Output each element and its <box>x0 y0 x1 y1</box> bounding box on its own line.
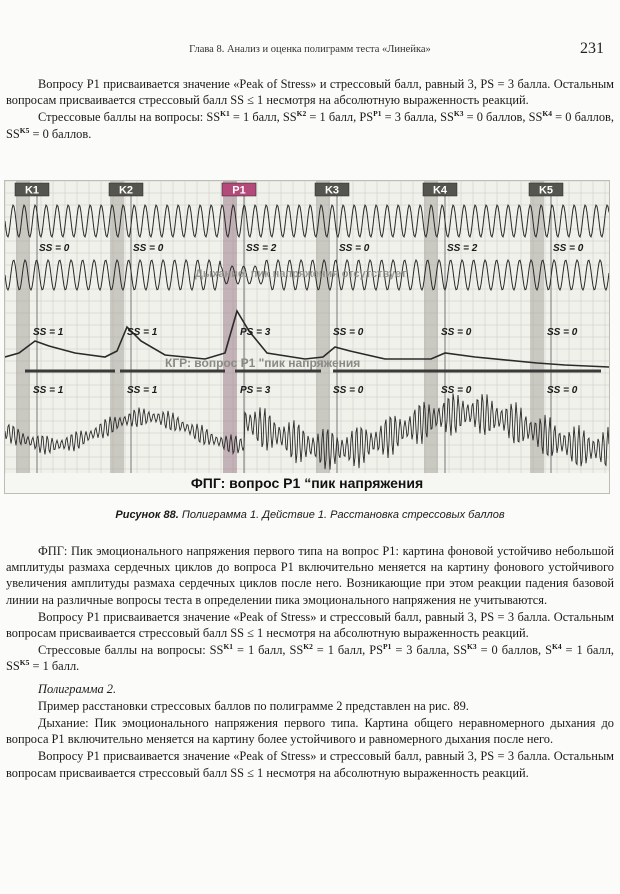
score-question-sup: K5 <box>19 658 30 668</box>
score-question-sup: P1 <box>383 642 392 652</box>
paragraph-stress-scores-1 <box>6 109 614 141</box>
score-question-sup: P1 <box>373 109 382 119</box>
running-head: Глава 8. Анализ и оценка полиграмм теста «Линейка» <box>189 44 431 55</box>
caption-label: Рисунок 88. <box>115 509 179 521</box>
score-value: = 0 баллов, <box>552 110 615 125</box>
score-question-sup: K1 <box>223 642 234 652</box>
score-value: = 1 балл, <box>312 643 370 658</box>
score-value: = 1 балл. <box>29 659 80 674</box>
paragraph-peak-of-stress-1: Вопросу P1 присваивается значение «Peak of Stress» и стрессовый балл, равный 3, PS = 3 балла. Остальным вопросам присваивается стрессовый балл SS ≤ 1 несмотря на абсолютную выраженность реакций. <box>6 77 614 108</box>
ppg-ss-label: PS = 3 <box>240 385 271 396</box>
ppg-ss-label: SS = 1 <box>33 385 64 396</box>
ppg-ss-label: SS = 0 <box>441 385 472 396</box>
question-label: K4 <box>432 184 448 197</box>
score-value: = 3 балла, <box>391 643 454 658</box>
score-label: PS <box>359 110 374 125</box>
paragraph-stress-scores-2 <box>6 642 614 674</box>
score-label: SS <box>6 126 20 141</box>
question-label: K1 <box>24 184 40 197</box>
score-label: SS <box>6 659 20 674</box>
gsr-ss-label: SS = 0 <box>441 327 472 338</box>
polygram-figure <box>4 180 610 494</box>
ppg-ss-label: SS = 0 <box>547 385 578 396</box>
scores-lead: Стрессовые баллы на вопросы: <box>38 110 207 125</box>
bottom-text-block <box>6 543 614 782</box>
score-question-sup: K4 <box>551 642 562 652</box>
gsr-title: КГР: вопрос P1 "пик напряжения <box>165 356 361 370</box>
score-question-sup: K3 <box>453 109 464 119</box>
score-label: PS <box>369 643 384 658</box>
paragraph-example: Пример расстановки стрессовых баллов по полиграмме 2 представлен на рис. 89. <box>38 698 469 713</box>
ppg-ss-label: SS = 0 <box>333 385 364 396</box>
score-value: = 3 балла, <box>381 110 441 125</box>
score-value: = 1 балл, <box>561 643 615 658</box>
question-label: K5 <box>538 184 554 197</box>
score-value: = 0 баллов, <box>476 643 546 658</box>
top-text-block <box>6 76 614 143</box>
gsr-ss-label: SS = 0 <box>333 327 364 338</box>
score-value: = 0 баллов. <box>29 126 92 141</box>
score-value: = 1 балл, <box>233 643 290 658</box>
score-question-sup: K1 <box>220 109 230 119</box>
score-label: SS <box>209 643 224 658</box>
score-question-sup: K2 <box>303 642 313 652</box>
ppg-trace <box>5 393 609 469</box>
polygram-chart <box>5 181 609 493</box>
score-question-sup: K5 <box>19 125 30 135</box>
caption-text: Полиграмма 1. Действие 1. Расстановка стрессовых баллов <box>178 509 505 521</box>
section-title: Полиграмма 2. <box>38 681 117 696</box>
score-label: SS <box>206 110 221 125</box>
paragraph-breathing: Дыхание: Пик эмоционального напряжения первого типа. Картина общего неравномерного дыхания до вопроса P1 включительно меняется на картину более устойчивого и равномерного дыхания после него. <box>6 716 614 747</box>
score-label: SS <box>440 110 454 125</box>
breathing-watermark: Дыхание: пик напряжения отсутствует <box>195 268 407 280</box>
paragraph-peak-of-stress-2: Вопросу P1 присваивается значение «Peak of Stress» и стрессовый балл, равный 3, PS = 3 балла. Остальным вопросам присваивается стрессовый балл SS ≤ 1 несмотря на абсолютную выраженность реакций. <box>6 609 614 641</box>
paragraph-peak-of-stress-3: Вопросу P1 присваивается значение «Peak of Stress» и стрессовый балл, равный 3, PS = 3 балла. Остальным вопросам присваивается стрессовый балл SS ≤ 1 несмотря на абсолютную выраженность реакций. <box>6 749 614 780</box>
score-label: SS <box>282 110 297 125</box>
breathing-ss-label: SS = 0 <box>339 243 370 254</box>
score-question-sup: K4 <box>542 109 552 119</box>
ppg-ss-label: SS = 1 <box>127 385 158 396</box>
breathing-ss-label: SS = 2 <box>447 243 478 254</box>
breathing-ss-label: SS = 0 <box>133 243 164 254</box>
breathing-ss-label: SS = 0 <box>39 243 70 254</box>
page-number: 231 <box>580 40 604 57</box>
question-label: K2 <box>118 184 134 197</box>
question-label: P1 <box>232 184 246 197</box>
figure-caption <box>0 509 620 521</box>
gsr-ss-label: SS = 0 <box>547 327 578 338</box>
gsr-ss-label: SS = 1 <box>33 327 64 338</box>
ppg-title: ФПГ: вопрос P1 “пик напряжения <box>190 475 424 491</box>
score-label: SS <box>528 110 543 125</box>
score-label: SS <box>289 643 304 658</box>
gsr-ss-label: SS = 1 <box>127 327 158 338</box>
score-value: = 0 баллов, <box>463 110 529 125</box>
score-label: S <box>545 643 552 658</box>
scores-lead: Стрессовые баллы на вопросы: <box>38 643 210 658</box>
score-value: = 1 балл, <box>306 110 360 125</box>
score-question-sup: K2 <box>296 109 307 119</box>
score-question-sup: K3 <box>467 642 477 652</box>
breathing-trace-1 <box>5 205 609 237</box>
breathing-ss-label: SS = 0 <box>553 243 584 254</box>
score-value: = 1 балл, <box>229 110 283 125</box>
paragraph-ppg: ФПГ: Пик эмоционального напряжения первого типа на вопрос P1: картина фоновой устойчиво небольшой амплитуды размаха сердечных циклов до вопроса P1 включительно меняется на картину фонового устойчивого увеличения амплитуды размаха сердечных циклов после него. Возникающие при этом реакции падения базовой линии на различные вопросы теста в определении пика эмоционального напряжения не учитываются. <box>6 544 614 607</box>
question-label: K3 <box>324 184 340 197</box>
score-label: SS <box>453 643 468 658</box>
gsr-ss-label: PS = 3 <box>240 327 271 338</box>
breathing-ss-label: SS = 2 <box>246 243 277 254</box>
